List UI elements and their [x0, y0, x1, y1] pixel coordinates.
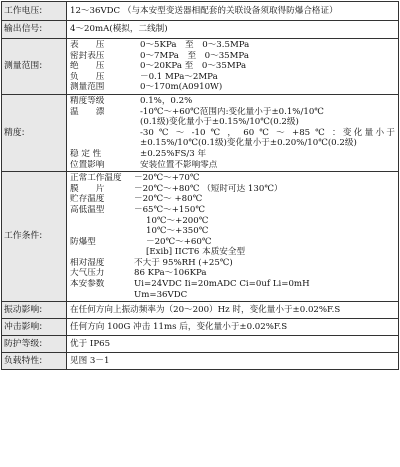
row-range	[2, 39, 399, 95]
high-temp-2: 10℃～+350℃	[146, 226, 209, 237]
value-output: 4～20mA(模拟，二线制)	[67, 21, 399, 39]
label-load: 负载特性:	[2, 353, 67, 370]
value-load: 见图 3－1	[67, 353, 399, 370]
value-supply: 12～36VDC （与本安型变送器相配套的关联设备须取得防爆合格证）	[67, 2, 399, 21]
accuracy-position: 位置影响 安装位置不影响零点	[70, 159, 218, 170]
label-output: 输出信号:	[2, 21, 67, 39]
value-protection: 优于 IP65	[67, 336, 399, 353]
label-vibration: 振动影响:	[2, 302, 67, 319]
range-item: 绝 压 0～20KPa 至 0～35MPa	[70, 61, 247, 72]
value-accuracy	[67, 94, 399, 171]
condition-item: 贮存温度 －20℃～ +80℃	[70, 194, 203, 205]
value-range	[67, 39, 399, 95]
label-supply: 工作电压:	[2, 2, 67, 21]
range-item: 负 压 －0.1 MPa～2MPa	[70, 71, 218, 82]
value-conditions	[67, 172, 399, 302]
row-load	[2, 353, 399, 370]
row-protection	[2, 336, 399, 353]
value-vibration: 在任何方向上振动频率为（20～200）Hz 时，变化量小于±0.02%F.S	[67, 302, 399, 319]
condition-um: Um=36VDC	[134, 289, 188, 300]
range-item: 密封表压 0～7MPa 至 0～35MPa	[70, 50, 249, 61]
accuracy-drift-line3: -30 ℃ ～ -10 ℃ ， 60 ℃ ～ +85 ℃ ：变化量小于±0.15%/10℃(0.1级)变化量小于±0.20%/10℃(0.2级)	[140, 127, 395, 149]
accuracy-drift-line2: (0.1级)变化量小于±0.15%/10℃(0.2级)	[140, 117, 299, 128]
range-item: 测量范围 0～170m(A0910W)	[70, 82, 223, 93]
condition-item: 高低温型 －65℃～+150℃	[70, 204, 205, 215]
value-shock: 任何方向 100G 冲击 11ms 后，变化量小于±0.02%F.S	[67, 319, 399, 336]
label-conditions: 工作条件:	[2, 172, 67, 302]
condition-humidity: 相对湿度 不大于 95%RH (+25℃)	[70, 257, 233, 268]
condition-is-params: 本安参数 Ui=24VDC Ii=20mADC Ci=0uf Li=0mH	[70, 279, 310, 290]
row-shock	[2, 319, 399, 336]
label-protection: 防护等级:	[2, 336, 67, 353]
accuracy-grade: 精度等级 0.1%，0.2%	[70, 95, 193, 106]
condition-item: 正常工作温度 －20℃～+70℃	[70, 173, 200, 184]
label-shock: 冲击影响:	[2, 319, 67, 336]
explosion-mark: [Exib] IICT6 本质安全型	[146, 247, 246, 258]
condition-pressure: 大气压力 86 KPa～106KPa	[70, 268, 207, 279]
accuracy-stability: 稳 定 性 ±0.25%FS/3 年	[70, 148, 207, 159]
row-accuracy	[2, 94, 399, 171]
label-range: 测量范围:	[2, 39, 67, 95]
spec-table	[1, 1, 399, 370]
high-temp-1: 10℃～+200℃	[146, 215, 209, 226]
condition-explosion: 防爆型 －20℃～+60℃	[70, 236, 212, 247]
row-output	[2, 21, 399, 39]
row-conditions	[2, 172, 399, 302]
row-supply	[2, 2, 399, 21]
label-accuracy: 精度:	[2, 94, 67, 171]
range-item: 表 压 0～5KPa 至 0～3.5MPa	[70, 40, 250, 50]
row-vibration	[2, 302, 399, 319]
condition-item: 膜 片 －20℃～+80℃ （短时可达 130℃）	[70, 183, 283, 194]
accuracy-drift: 温 漂 -10℃～+60℃范围内:变化量小于±0.1%/10℃	[70, 106, 324, 117]
